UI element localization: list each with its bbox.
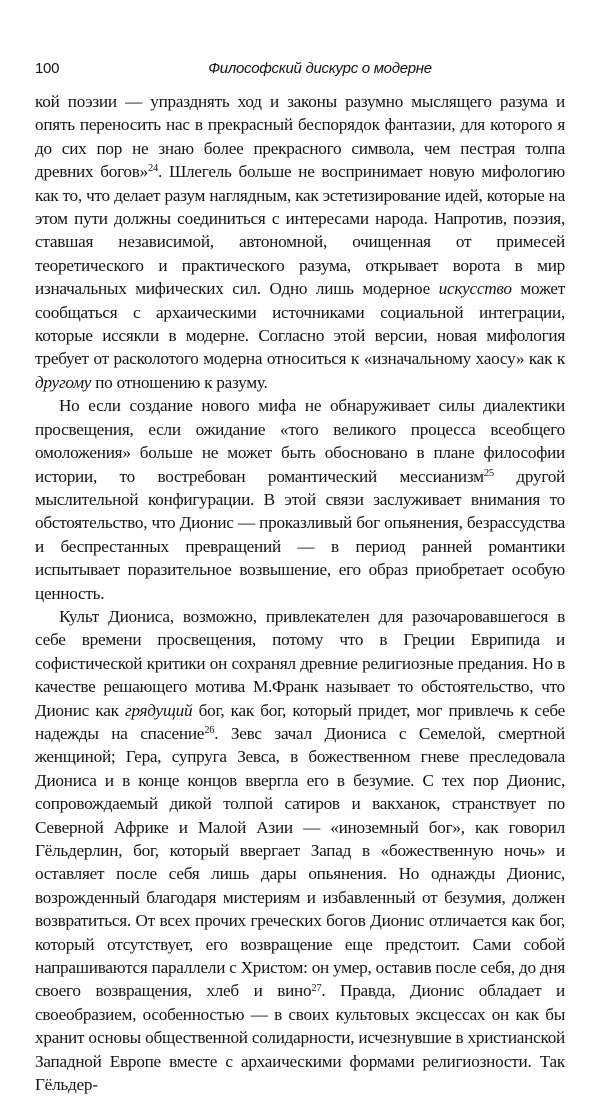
paragraph bbox=[35, 394, 565, 605]
text-run: может сообщаться с архаическими источниками социальной интеграции, которые иссякли в модерне. Согласно этой версии, новая мифология требует от расколотого модерна относиться к «изначальному хаосу» как к bbox=[35, 279, 565, 369]
emphasis: другому bbox=[35, 372, 92, 392]
text-run: . Правда, Дионис обладает и своеобразием, особенностью — в своих культовых эксцессах он как бы хранит основы общественной солидарности, исчезнувшие в христианской Западной Европе вместе с архаическими формами религиозности. Так Гёльдер- bbox=[35, 981, 565, 1095]
running-title: Философский дискурс о модерне bbox=[208, 60, 432, 77]
emphasis: искусство bbox=[438, 279, 512, 299]
text-run: . Зевс зачал Диониса с Семелой, смертной женщиной; Гера, супруга Зевса, в божественном гневе преследовала Диониса и в конце концов ввергла его в безумие. С тех пор Дионис, сопровождаемый дикой толпой сатиров и вакханок, странствует по Северной Африке и Малой Азии — «иноземный бог», как говорил Гёльдерлин, бог, который ввергает Запад в «божественную ночь» и оставляет после себя лишь дары опьянения. Но однажды Дионис, возрожденный благодаря мистериям и избавленный от безумия, должен возвратиться. От всех прочих греческих богов Дионис отличается как бог, который отсутствует, его возвращение еще предстоит. Сами собой напрашиваются параллели с Христом: он умер, оставив после себя, до дня своего возвращения, хлеб и вино bbox=[35, 723, 565, 1001]
text-run: кой поэзии — упразднять ход и законы разумно мыслящего разума и опять переносить нас в прекрасный беспорядок фантазии, для которого я до сих пор не знаю более прекрасного символа, чем пестрая толпа древних богов» bbox=[35, 92, 565, 182]
page-number: 100 bbox=[35, 60, 60, 77]
text-run: . Шлегель больше не воспринимает новую мифологию как то, что делает разум наглядным, как эстетизирование идей, которые на этом пути должны соединиться с интересами народа. Напротив, поэзия, ставшая независимой, автономной, очищенная от примесей теоретического и практического разума, открывает ворота в мир изначальных мифических сил. Одно лишь модерное bbox=[35, 162, 566, 299]
text-run: по отношению к разуму. bbox=[91, 372, 268, 392]
text-run: Но если создание нового мифа не обнаруживает силы диалектики просвещения, если ожидание «того великого процесса всеобщего омоложения» больше не может быть обосновано в плане философии истории, то востребован романтический мессианизм bbox=[35, 396, 565, 486]
footnote-ref: 26 bbox=[204, 725, 215, 737]
page-header bbox=[35, 60, 565, 80]
text-run: Культ Диониса, возможно, привлекателен для разочаровавшегося в себе времени просвещения, потому что в Греции Еврипида и софистической критики он сохранял древние религиозные предания. Но в качестве решающего мотива М.Франк называет то обстоятельство, что Дионис как bbox=[35, 606, 565, 720]
footnote-ref: 27 bbox=[311, 982, 322, 994]
emphasis: грядущий bbox=[124, 700, 193, 720]
text-run: другой мыслительной конфигурации. В этой связи заслуживает внимания то обстоятельство, что Дионис — проказливый бог опьянения, безрассудства и беспрестанных превращений — в период ранней романтики испытывает поразительное возвышение, его образ приобретает особую ценность. bbox=[35, 466, 565, 603]
footnote-ref: 25 bbox=[483, 467, 494, 479]
paragraph bbox=[35, 605, 565, 1096]
text-run: бог, как бог, который придет, мог привлечь к себе надежды на спасение bbox=[35, 700, 565, 743]
paragraph bbox=[35, 90, 565, 394]
footnote-ref: 24 bbox=[148, 163, 158, 175]
body-text bbox=[35, 90, 565, 1096]
